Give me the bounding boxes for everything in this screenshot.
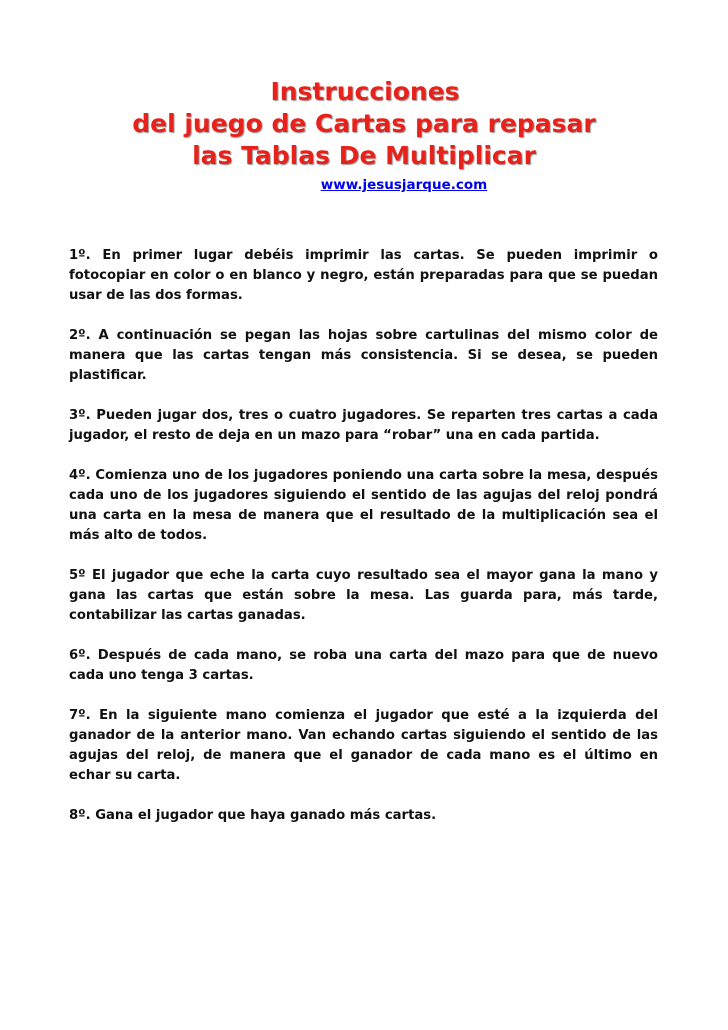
instruction-paragraph-2: 2º. A continuación se pegan las hojas sobre cartulinas del mismo color de manera que las cartas tengan más consistencia. Si se desea, se pueden plastificar. (69, 328, 658, 383)
instruction-paragraph-8: 8º. Gana el jugador que haya ganado más cartas. (69, 808, 437, 823)
instruction-paragraph-6: 6º. Después de cada mano, se roba una carta del mazo para que de nuevo cada uno tenga 3 cartas. (69, 648, 658, 683)
instruction-paragraph-5: 5º El jugador que eche la carta cuyo resultado sea el mayor gana la mano y gana las cartas que están sobre la mesa. Las guarda para, más tarde, contabilizar las cartas ganadas. (69, 568, 658, 623)
title-line-2: del juego de Cartas para repasar (132, 109, 596, 138)
instruction-paragraph-4: 4º. Comienza uno de los jugadores poniendo una carta sobre la mesa, después cada uno de los jugadores siguiendo el sentido de las agujas del reloj pondrá una carta en la mesa de manera que el resultado de la multiplicación sea el más alto de todos. (69, 468, 658, 543)
instruction-paragraph-1: 1º. En primer lugar debéis imprimir las cartas. Se pueden imprimir o fotocopiar en color o en blanco y negro, están preparadas para que se puedan usar de las dos formas. (69, 248, 658, 303)
title-line-3: las Tablas De Multiplicar (192, 141, 536, 170)
instruction-paragraph-3: 3º. Pueden jugar dos, tres o cuatro jugadores. Se reparten tres cartas a cada jugador, el resto de deja en un mazo para “robar” una en cada partida. (69, 408, 658, 443)
instructions-body (69, 246, 658, 846)
instruction-paragraph-7: 7º. En la siguiente mano comienza el jugador que esté a la izquierda del ganador de la anterior mano. Van echando cartas siguiendo el sentido de las agujas del reloj, de manera que el ganador de cada mano es el último en echar su carta. (69, 708, 658, 783)
website-link[interactable]: www.jesusjarque.com (320, 177, 488, 193)
title-line-1: Instrucciones (270, 77, 460, 106)
document-header (0, 76, 728, 193)
